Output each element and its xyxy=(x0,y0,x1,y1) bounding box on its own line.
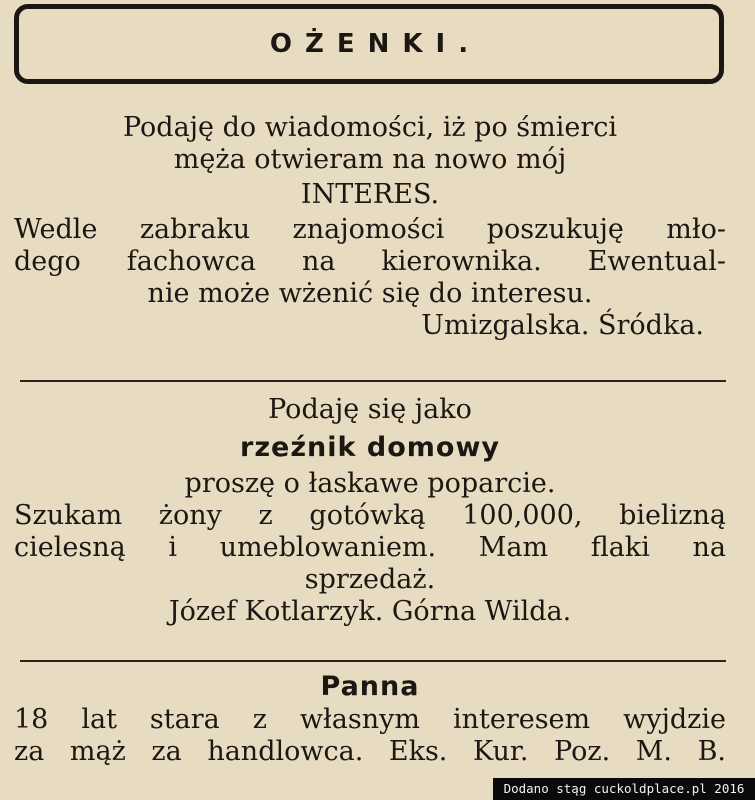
ad-line: nie może wżenić się do interesu. xyxy=(147,278,593,309)
ad-line: cielesną i umeblowaniem. Mam flaki na xyxy=(14,532,726,563)
section-title: OŻENKI. xyxy=(269,29,482,59)
ad-line: INTERES. xyxy=(300,179,440,210)
ad-line: Szukam żony z gotówką 100,000, bielizną xyxy=(14,500,726,531)
ad-heading: rzeźnik domowy xyxy=(240,432,500,463)
ad-line: Podaję do wiadomości, iż po śmierci xyxy=(122,112,618,143)
ad-line: dego fachowca na kierownika. Ewentual- xyxy=(14,246,726,277)
ad-signature: Umizgalska. Śródka. xyxy=(421,310,704,341)
ad-line: męża otwieram na nowo mój xyxy=(173,144,567,175)
ad-maiden xyxy=(14,670,726,768)
ad-butcher xyxy=(14,392,726,628)
ad-signature: Józef Kotlarzyk. Górna Wilda. xyxy=(168,596,572,627)
ad-line: Wedle zabraku znajomości poszukuję mło- xyxy=(14,214,726,245)
ad-line: Podaję się jako xyxy=(268,394,472,425)
divider xyxy=(20,380,726,382)
ad-line: 18 lat stara z własnym interesem wyjdzie xyxy=(14,704,726,735)
ad-line: sprzedaż. xyxy=(304,564,436,595)
watermark-label: Dodano stąg cuckoldplace.pl 2016 xyxy=(493,778,755,800)
ad-heading: Panna xyxy=(320,671,420,702)
divider xyxy=(20,660,726,662)
ad-line: za mąż za handlowca. Eks. Kur. Poz. M. B. xyxy=(14,736,726,767)
ad-widow xyxy=(14,112,726,342)
header-box xyxy=(14,4,724,84)
ad-line: proszę o łaskawe poparcie. xyxy=(184,468,556,499)
